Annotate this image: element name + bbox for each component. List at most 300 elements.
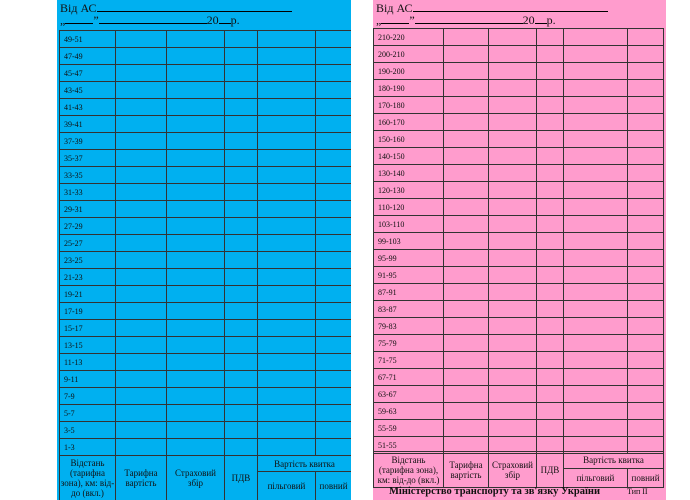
fare-cell <box>489 114 537 131</box>
fare-cell <box>628 420 664 437</box>
distance-range: 180-190 <box>374 80 444 97</box>
fare-cell <box>116 320 167 337</box>
fare-cell <box>537 29 564 46</box>
fare-cell <box>116 31 167 48</box>
fare-cell <box>564 216 628 233</box>
fare-cell <box>225 167 258 184</box>
distance-range: 110-120 <box>374 199 444 216</box>
fare-cell <box>225 405 258 422</box>
fare-cell <box>258 235 316 252</box>
year-blank <box>535 12 547 24</box>
distance-range: 91-95 <box>374 267 444 284</box>
fare-cell <box>316 371 352 388</box>
year-prefix: 20 <box>522 13 535 27</box>
fare-cell <box>444 80 489 97</box>
fare-cell <box>316 354 352 371</box>
fare-cell <box>316 133 352 150</box>
distance-range: 75-79 <box>374 335 444 352</box>
fare-row <box>374 284 664 301</box>
fare-cell <box>116 337 167 354</box>
fare-cell <box>116 201 167 218</box>
fare-cell <box>167 167 225 184</box>
fare-row <box>374 165 664 182</box>
fare-cell <box>167 235 225 252</box>
fare-cell <box>116 48 167 65</box>
fare-cell <box>258 133 316 150</box>
fare-cell <box>167 184 225 201</box>
fare-cell <box>564 335 628 352</box>
fare-cell <box>316 235 352 252</box>
fare-cell <box>258 320 316 337</box>
fare-cell <box>116 82 167 99</box>
fare-row <box>60 388 352 405</box>
fare-row <box>60 371 352 388</box>
day-blank <box>381 12 409 24</box>
fare-row <box>374 46 664 63</box>
fare-cell <box>537 420 564 437</box>
fare-cell <box>258 184 316 201</box>
fare-cell <box>489 301 537 318</box>
fare-cell <box>489 182 537 199</box>
date-open-quote: „ <box>60 13 66 27</box>
fare-cell <box>564 165 628 182</box>
fare-cell <box>167 48 225 65</box>
fare-cell <box>444 267 489 284</box>
fare-row <box>60 252 352 269</box>
pink-ticket <box>373 0 666 500</box>
fare-cell <box>628 148 664 165</box>
fare-cell <box>444 301 489 318</box>
fare-cell <box>225 82 258 99</box>
fare-cell <box>489 284 537 301</box>
distance-range: 47-49 <box>60 48 116 65</box>
fare-cell <box>167 116 225 133</box>
fare-cell <box>489 420 537 437</box>
fare-cell <box>116 354 167 371</box>
tariff-header: Тарифна вартість <box>444 452 489 488</box>
fare-cell <box>564 284 628 301</box>
fare-cell <box>167 218 225 235</box>
fare-cell <box>316 31 352 48</box>
fare-cell <box>116 150 167 167</box>
fare-cell <box>564 80 628 97</box>
vat-header: ПДВ <box>225 456 258 500</box>
fare-cell <box>489 199 537 216</box>
fare-cell <box>489 80 537 97</box>
fare-cell <box>167 303 225 320</box>
fare-cell <box>489 165 537 182</box>
fare-cell <box>258 422 316 439</box>
fare-row <box>60 167 352 184</box>
fare-cell <box>167 388 225 405</box>
fare-cell <box>628 199 664 216</box>
fare-cell <box>225 354 258 371</box>
distance-range: 45-47 <box>60 65 116 82</box>
fare-row <box>374 352 664 369</box>
fare-cell <box>225 133 258 150</box>
fare-cell <box>444 148 489 165</box>
distance-range: 39-41 <box>60 116 116 133</box>
fare-cell <box>316 48 352 65</box>
fare-cell <box>225 337 258 354</box>
fare-cell <box>167 150 225 167</box>
distance-range: 7-9 <box>60 388 116 405</box>
fare-row <box>60 31 352 48</box>
fare-row <box>60 184 352 201</box>
distance-range: 25-27 <box>60 235 116 252</box>
vat-header: ПДВ <box>537 452 564 488</box>
distance-range: 210-220 <box>374 29 444 46</box>
distance-range: 5-7 <box>60 405 116 422</box>
fare-cell <box>564 46 628 63</box>
fare-cell <box>225 184 258 201</box>
fare-cell <box>225 201 258 218</box>
fare-row <box>60 235 352 252</box>
from-station-label: Від АС <box>60 1 97 15</box>
fare-cell <box>258 82 316 99</box>
fare-row <box>374 29 664 46</box>
fare-cell <box>116 286 167 303</box>
fare-row <box>374 250 664 267</box>
distance-range: 51-55 <box>374 437 444 454</box>
fare-cell <box>116 65 167 82</box>
fare-cell <box>537 250 564 267</box>
distance-range: 150-160 <box>374 131 444 148</box>
fare-cell <box>628 97 664 114</box>
fare-cell <box>564 301 628 318</box>
fare-cell <box>628 369 664 386</box>
fare-cell <box>225 218 258 235</box>
fare-cell <box>316 269 352 286</box>
distance-range: 9-11 <box>60 371 116 388</box>
fare-row <box>374 267 664 284</box>
fare-cell <box>537 216 564 233</box>
fare-cell <box>225 31 258 48</box>
fare-cell <box>167 31 225 48</box>
year-suffix: р. <box>546 13 556 27</box>
fare-cell <box>258 201 316 218</box>
fare-cell <box>258 218 316 235</box>
fare-row <box>374 182 664 199</box>
fare-row <box>60 320 352 337</box>
fare-cell <box>489 216 537 233</box>
fare-row <box>374 216 664 233</box>
fare-cell <box>225 422 258 439</box>
fare-cell <box>167 320 225 337</box>
distance-range: 1-3 <box>60 439 116 456</box>
fare-cell <box>537 63 564 80</box>
date-close-quote: ” <box>93 13 99 27</box>
fare-cell <box>167 354 225 371</box>
fare-row <box>374 63 664 80</box>
distance-range: 103-110 <box>374 216 444 233</box>
fare-cell <box>444 199 489 216</box>
distance-range: 160-170 <box>374 114 444 131</box>
fare-cell <box>316 405 352 422</box>
distance-range: 33-35 <box>60 167 116 184</box>
fare-cell <box>628 29 664 46</box>
fare-cell <box>116 218 167 235</box>
fare-cell <box>316 439 352 456</box>
fare-cell <box>537 182 564 199</box>
fare-cell <box>564 63 628 80</box>
fare-cell <box>537 335 564 352</box>
fare-cell <box>116 184 167 201</box>
fare-cell <box>316 320 352 337</box>
distance-range: 120-130 <box>374 182 444 199</box>
fare-cell <box>628 80 664 97</box>
date-close-quote: ” <box>409 13 415 27</box>
fare-row <box>60 422 352 439</box>
fare-row <box>374 233 664 250</box>
fare-cell <box>489 335 537 352</box>
fare-cell <box>489 369 537 386</box>
distance-range: 190-200 <box>374 63 444 80</box>
fare-row <box>60 201 352 218</box>
distance-range: 35-37 <box>60 150 116 167</box>
distance-range: 41-43 <box>60 99 116 116</box>
from-station-label: Від АС <box>376 1 413 15</box>
fare-cell <box>167 65 225 82</box>
fare-cell <box>628 335 664 352</box>
fare-cell <box>537 165 564 182</box>
fare-row <box>374 199 664 216</box>
fare-cell <box>628 301 664 318</box>
distance-range: 37-39 <box>60 133 116 150</box>
fare-cell <box>628 267 664 284</box>
fare-cell <box>537 301 564 318</box>
fare-cell <box>167 422 225 439</box>
distance-range: 59-63 <box>374 403 444 420</box>
fare-row <box>60 82 352 99</box>
fare-cell <box>489 386 537 403</box>
distance-header: Відстань (тарифна зона), км: від-до (вкл.) <box>374 452 444 488</box>
fare-cell <box>116 167 167 184</box>
fare-cell <box>258 303 316 320</box>
fare-cell <box>628 403 664 420</box>
fare-cell <box>489 63 537 80</box>
fare-footer <box>59 455 351 500</box>
fare-cell <box>537 131 564 148</box>
insurance-header: Страховий збір <box>489 452 537 488</box>
fare-cell <box>258 269 316 286</box>
fare-cell <box>444 250 489 267</box>
fare-row <box>374 403 664 420</box>
fare-cell <box>564 131 628 148</box>
distance-range: 11-13 <box>60 354 116 371</box>
fare-cell <box>167 337 225 354</box>
fare-cell <box>116 133 167 150</box>
fare-cell <box>167 269 225 286</box>
fare-cell <box>167 133 225 150</box>
fare-cell <box>444 114 489 131</box>
fare-row <box>374 301 664 318</box>
distance-range: 83-87 <box>374 301 444 318</box>
fare-cell <box>444 182 489 199</box>
fare-cell <box>258 99 316 116</box>
fare-cell <box>564 352 628 369</box>
fare-cell <box>258 371 316 388</box>
fare-cell <box>444 216 489 233</box>
fare-cell <box>225 286 258 303</box>
fare-cell <box>628 233 664 250</box>
fare-cell <box>225 99 258 116</box>
fare-cell <box>316 337 352 354</box>
month-blank <box>415 12 523 24</box>
fare-cell <box>167 405 225 422</box>
fare-cell <box>628 165 664 182</box>
fare-cell <box>258 405 316 422</box>
fare-cell <box>564 420 628 437</box>
distance-range: 99-103 <box>374 233 444 250</box>
discounted-header: пільговий <box>564 469 628 488</box>
fare-row <box>374 80 664 97</box>
fare-cell <box>564 148 628 165</box>
fare-cell <box>116 303 167 320</box>
distance-range: 170-180 <box>374 97 444 114</box>
fare-cell <box>489 250 537 267</box>
ticket-cost-header: Вартість квитка <box>564 452 664 469</box>
fare-row <box>60 48 352 65</box>
fare-cell <box>444 97 489 114</box>
fare-cell <box>628 114 664 131</box>
fare-cell <box>316 184 352 201</box>
fare-cell <box>116 422 167 439</box>
fare-cell <box>116 235 167 252</box>
fare-cell <box>537 386 564 403</box>
fare-cell <box>628 250 664 267</box>
fare-cell <box>564 267 628 284</box>
fare-cell <box>628 386 664 403</box>
distance-range: 67-71 <box>374 369 444 386</box>
fare-footer <box>373 451 664 488</box>
from-station-blank <box>97 0 292 12</box>
distance-range: 87-91 <box>374 284 444 301</box>
fare-cell <box>116 252 167 269</box>
fare-cell <box>537 148 564 165</box>
fare-cell <box>537 403 564 420</box>
fare-cell <box>316 167 352 184</box>
fare-row <box>374 131 664 148</box>
fare-cell <box>489 403 537 420</box>
fare-cell <box>225 252 258 269</box>
fare-cell <box>444 403 489 420</box>
distance-range: 200-210 <box>374 46 444 63</box>
fare-cell <box>258 31 316 48</box>
from-station-blank <box>413 0 608 12</box>
fare-cell <box>444 63 489 80</box>
distance-range: 63-67 <box>374 386 444 403</box>
distance-range: 49-51 <box>60 31 116 48</box>
date-line <box>60 12 240 28</box>
fare-cell <box>444 29 489 46</box>
fare-cell <box>225 439 258 456</box>
full-header: повний <box>316 472 352 500</box>
fare-cell <box>444 335 489 352</box>
fare-cell <box>225 116 258 133</box>
fare-row <box>374 420 664 437</box>
fare-cell <box>316 150 352 167</box>
fare-cell <box>316 286 352 303</box>
fare-cell <box>564 199 628 216</box>
fare-cell <box>628 284 664 301</box>
fare-cell <box>316 388 352 405</box>
fare-row <box>60 150 352 167</box>
fare-cell <box>564 182 628 199</box>
fare-cell <box>489 267 537 284</box>
fare-cell <box>167 286 225 303</box>
fare-cell <box>444 165 489 182</box>
fare-cell <box>167 252 225 269</box>
fare-cell <box>628 63 664 80</box>
date-open-quote: „ <box>376 13 382 27</box>
fare-cell <box>316 65 352 82</box>
fare-cell <box>564 369 628 386</box>
fare-cell <box>225 269 258 286</box>
fare-cell <box>167 99 225 116</box>
fare-cell <box>258 116 316 133</box>
fare-cell <box>258 48 316 65</box>
form-type: Тип II <box>627 487 648 496</box>
fare-cell <box>537 46 564 63</box>
fare-cell <box>489 97 537 114</box>
fare-cell <box>489 46 537 63</box>
fare-cell <box>564 29 628 46</box>
fare-row <box>374 318 664 335</box>
distance-range: 23-25 <box>60 252 116 269</box>
fare-cell <box>116 99 167 116</box>
full-header: повний <box>628 469 664 488</box>
fare-row <box>374 369 664 386</box>
fare-cell <box>225 388 258 405</box>
fare-row <box>374 386 664 403</box>
distance-range: 79-83 <box>374 318 444 335</box>
fare-cell <box>537 233 564 250</box>
fare-cell <box>258 286 316 303</box>
fare-cell <box>537 284 564 301</box>
fare-cell <box>444 386 489 403</box>
fare-cell <box>489 29 537 46</box>
fare-cell <box>489 233 537 250</box>
fare-cell <box>537 80 564 97</box>
fare-cell <box>564 250 628 267</box>
fare-row <box>60 269 352 286</box>
fare-cell <box>225 371 258 388</box>
distance-range: 140-150 <box>374 148 444 165</box>
fare-row <box>374 114 664 131</box>
fare-cell <box>225 150 258 167</box>
distance-range: 19-21 <box>60 286 116 303</box>
fare-cell <box>564 114 628 131</box>
ministry-title: Міністерство транспорту та зв'язку України <box>389 486 601 497</box>
distance-range: 43-45 <box>60 82 116 99</box>
fare-cell <box>444 46 489 63</box>
fare-cell <box>537 97 564 114</box>
fare-cell <box>537 369 564 386</box>
fare-cell <box>258 150 316 167</box>
month-blank <box>99 12 207 24</box>
fare-cell <box>444 284 489 301</box>
fare-cell <box>316 116 352 133</box>
fare-cell <box>444 352 489 369</box>
fare-cell <box>225 65 258 82</box>
distance-range: 130-140 <box>374 165 444 182</box>
fare-cell <box>444 318 489 335</box>
fare-cell <box>489 148 537 165</box>
distance-range: 21-23 <box>60 269 116 286</box>
fare-cell <box>258 354 316 371</box>
distance-range: 55-59 <box>374 420 444 437</box>
